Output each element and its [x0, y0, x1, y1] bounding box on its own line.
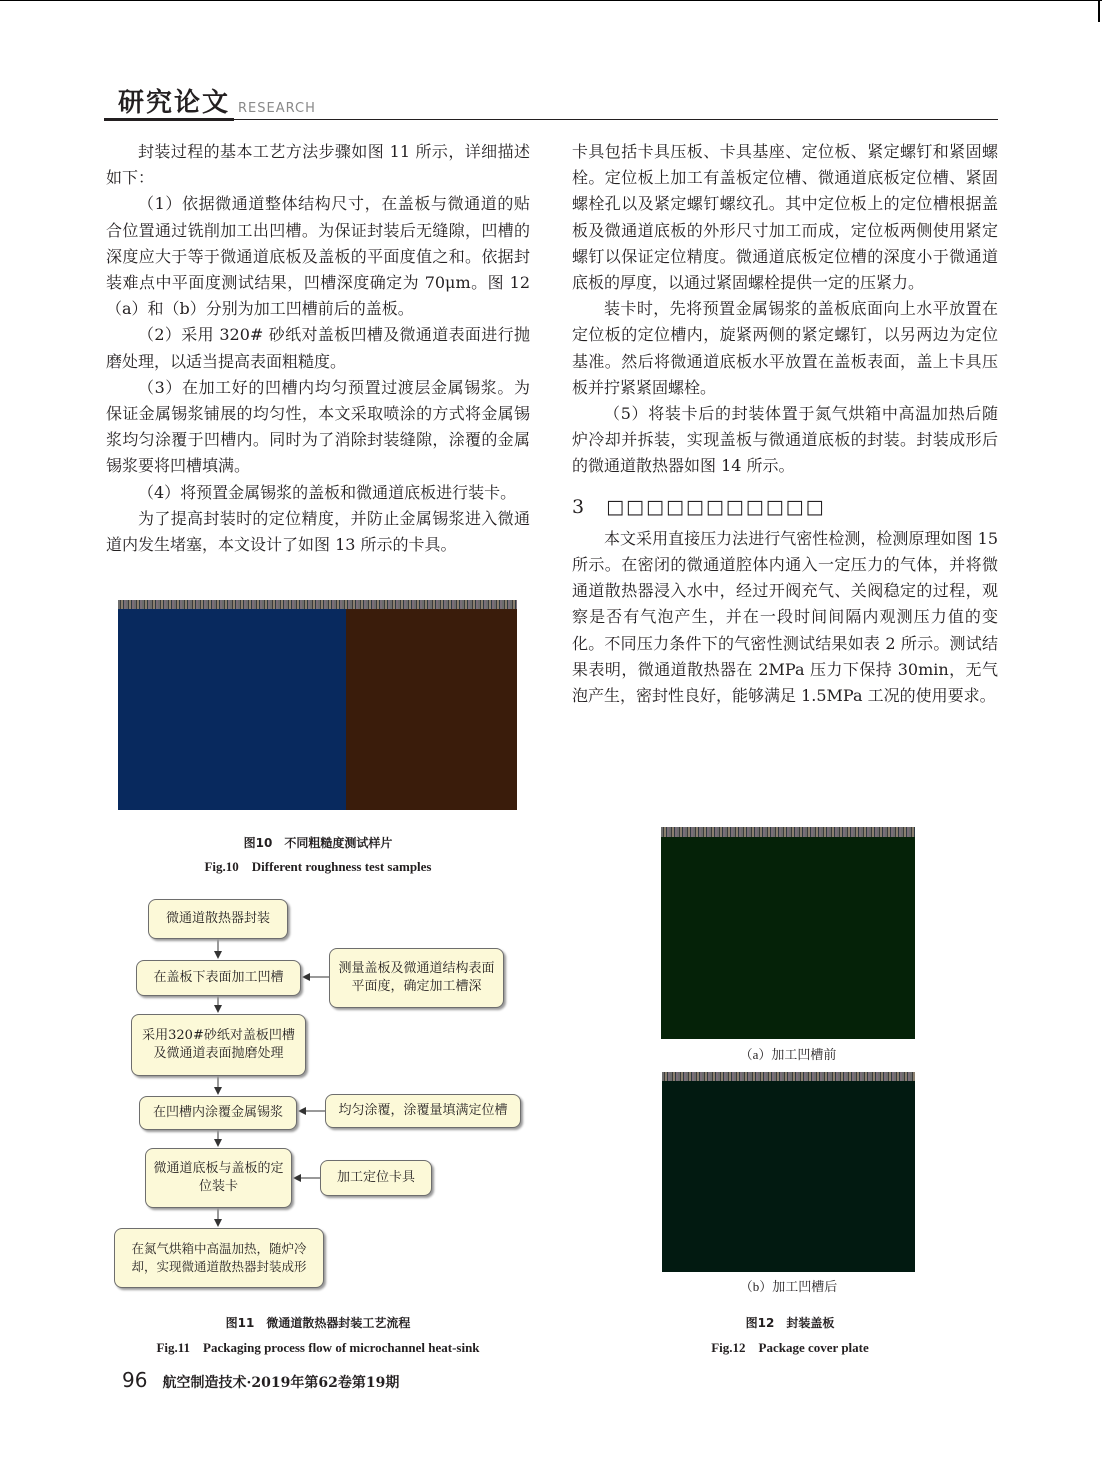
flow-step: 微通道散热器封装 [148, 899, 288, 939]
caption-en: Fig.11 Packaging process flow of microchannel heat-sink [156, 1340, 480, 1355]
page-number: 96 [122, 1368, 148, 1392]
paragraph: 本文采用直接压力法进行气密性检测，检测原理如图 15 所示。在密闭的微通道腔体内通入一定压力的气体，并将微通道散热器浸入水中，经过开阀充气、关阀稳定的过程，观察是否有气泡产生，并在一段时间间隔内观测压力值的变化。不同压力条件下的气密性测试结果如表 2 所示。测试结果表明，微通道散热器在 2MPa 压力下保持 30min，无气泡产生，密封性良好，能够满足 1.5MPa 工况的使用要求。 [572, 528, 998, 706]
figure-12b-caption: （b）加工凹槽后 [739, 1279, 838, 1294]
page-footer [122, 1368, 399, 1392]
paragraph: 封装过程的基本工艺方法步骤如图 11 所示，详细描述如下： [106, 142, 530, 188]
paragraph: 为了提高封装时的定位精度，并防止金属锡浆进入微通道内发生堵塞，本文设计了如图 13 所示的卡具。 [106, 508, 530, 555]
paragraph: （5）将装卡后的封装体置于氮气烘箱中高温加热后随炉冷却并拆装，实现盖板与微通道底板的封装。封装成形后的微通道散热器如图 14 所示。 [572, 404, 998, 476]
paragraph: 装卡时，先将预置金属锡浆的盖板底面向上水平放置在定位板的定位槽内，旋紧两侧的紧定螺钉，以另两边为定位基准。然后将微通道底板水平放置在盖板表面，盖上卡具压板并拧紧紧固螺栓。 [572, 299, 998, 397]
caption-zh: 图12 封装盖板 [745, 1316, 835, 1330]
paragraph: （3）在加工好的凹槽内均匀预置过渡层金属锡浆。为保证金属锡浆铺展的均匀性，本文采取喷涂的方式将金属锡浆均匀涂覆于凹槽内。同时为了消除封装缝隙，涂覆的金属锡浆要将凹槽填满。 [106, 377, 530, 476]
flow-step: 微通道底板与盖板的定位装卡 [145, 1148, 292, 1208]
paragraph: 卡具包括卡具压板、卡具基座、定位板、紧定螺钉和紧固螺栓。定位板上加工有盖板定位槽、微通道底板定位槽、紧固螺栓孔以及紧定螺钉螺纹孔。其中定位板上的定位槽根据盖板及微通道底板的外形尺寸加工而成，定位板两侧使用紧定螺钉以保证定位精度。微通道底板定位槽的深度小于微通道底板的厚度，以通过紧固螺栓提供一定的压紧力。 [572, 142, 998, 293]
figure-12a-image [661, 827, 915, 1039]
flow-step: 在氮气烘箱中高温加热，随炉冷却，实现微通道散热器封装成形 [114, 1228, 324, 1288]
figure-12a-caption: （a）加工凹槽前 [739, 1047, 837, 1062]
photo-noise-strip [662, 1072, 915, 1081]
figure-11-caption [106, 1314, 530, 1356]
journal-info: 航空制造技术·2019年第62卷第19期 [162, 1375, 400, 1391]
paragraph: （4）将预置金属锡浆的盖板和微通道底板进行装卡。 [138, 482, 517, 502]
flow-side-step: 加工定位卡具 [320, 1160, 432, 1196]
section-heading-text: □□□□□□□□□□□ [606, 495, 826, 518]
caption-zh: 图10 不同粗糙度测试样片 [243, 836, 393, 850]
section-number: 3 [572, 495, 585, 518]
figure-12-caption [640, 1314, 940, 1356]
cover-plate-before [661, 837, 915, 1039]
flow-side-step: 测量盖板及微通道结构表面平面度，确定加工槽深 [329, 948, 504, 1008]
flow-step: 采用320#砂纸对盖板凹槽及微通道表面抛磨处理 [131, 1014, 306, 1076]
caption-zh: 图11 微通道散热器封装工艺流程 [225, 1316, 411, 1330]
flow-step: 在凹槽内涂覆金属锡浆 [139, 1096, 297, 1130]
flow-side-step: 均匀涂覆，涂覆量填满定位槽 [325, 1094, 521, 1128]
figure-12b-image [662, 1072, 915, 1272]
flow-step: 在盖板下表面加工凹槽 [136, 960, 301, 996]
section-title: 研究论文 [118, 88, 231, 118]
paragraph: （2）采用 320# 砂纸对盖板凹槽及微通道表面进行抛磨处理，以适当提高表面粗糙度。 [106, 325, 530, 371]
caption-en: Fig.12 Package cover plate [711, 1340, 869, 1355]
cover-plate-after [662, 1081, 915, 1272]
paragraph: （1）依据微通道整体结构尺寸，在盖板与微通道的贴合位置通过铣削加工出凹槽。为保证封装后无缝隙，凹槽的深度应大于等于微通道底板及盖板的平面度值之和。依据封装难点中平面度测试结果，凹槽深度确定为 70μm。图 12（a）和（b）分别为加工凹槽前后的盖板。 [106, 194, 530, 319]
section-title-en: RESEARCH [238, 101, 316, 116]
photo-noise-strip [661, 827, 915, 837]
caption-en: Fig.10 Different roughness test samples [204, 859, 432, 874]
